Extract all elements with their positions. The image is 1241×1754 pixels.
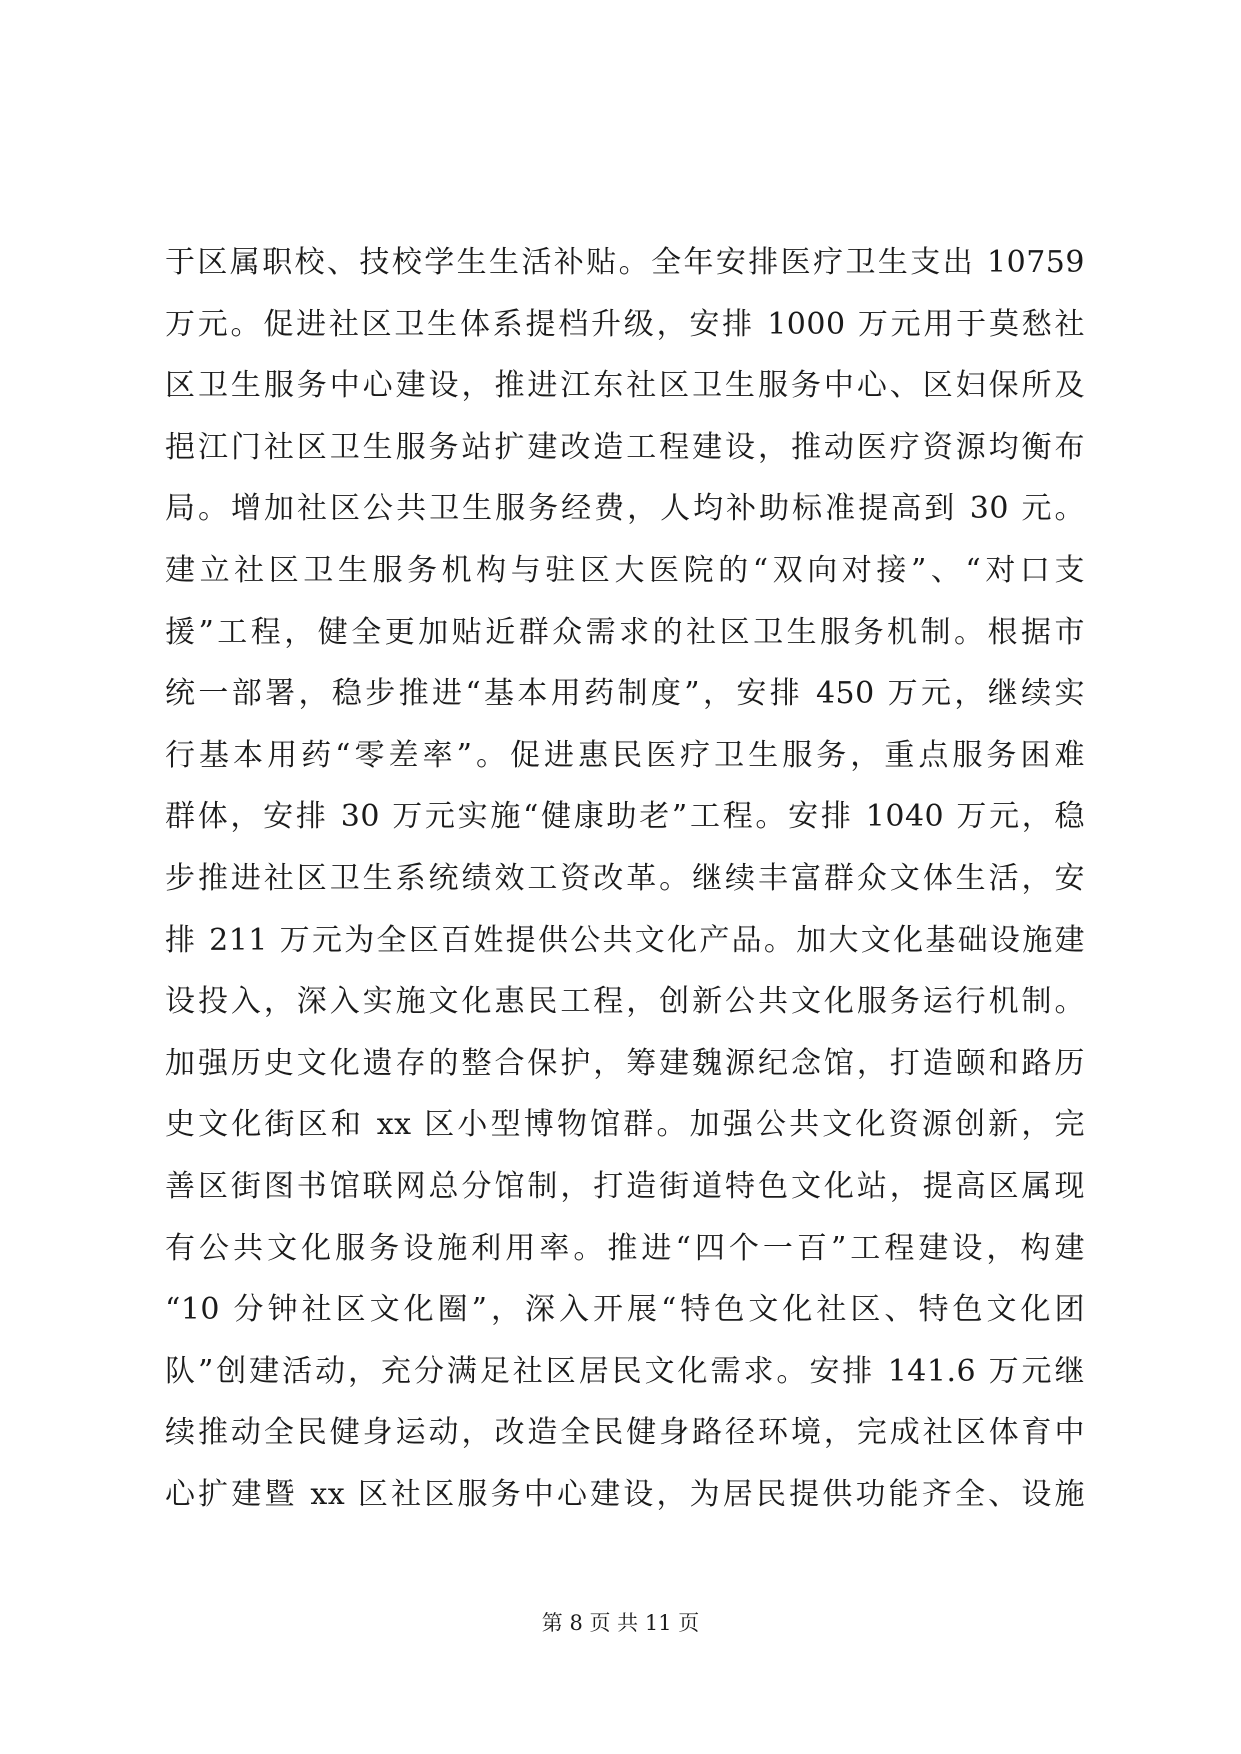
text-line: 设投入，深入实施文化惠民工程，创新公共文化服务运行机制。 bbox=[165, 984, 1085, 1020]
text-line: 建立社区卫生服务机构与驻区大医院的“双向对接”、“对口支 bbox=[165, 552, 1085, 588]
text-line: 心扩建暨 xx 区社区服务中心建设，为居民提供功能齐全、设施 bbox=[165, 1476, 1085, 1512]
text-line: 队”创建活动，充分满足社区居民文化需求。安排 141.6 万元继 bbox=[165, 1353, 1085, 1389]
page-footer bbox=[0, 1608, 1241, 1638]
text-line: 有公共文化服务设施利用率。推进“四个一百”工程建设，构建 bbox=[165, 1230, 1085, 1266]
body-text bbox=[165, 232, 1085, 1525]
text-line: 万元。促进社区卫生体系提档升级，安排 1000 万元用于莫愁社 bbox=[165, 306, 1085, 342]
text-line: 善区街图书馆联网总分馆制，打造街道特色文化站，提高区属现 bbox=[165, 1168, 1085, 1204]
text-line: 史文化街区和 xx 区小型博物馆群。加强公共文化资源创新，完 bbox=[165, 1107, 1085, 1143]
text-line: 援”工程，健全更加贴近群众需求的社区卫生服务机制。根据市 bbox=[165, 614, 1085, 650]
page-indicator: 第 8 页 共 11 页 bbox=[541, 1611, 700, 1635]
text-line: 局。增加社区公共卫生服务经费，人均补助标准提高到 30 元。 bbox=[165, 491, 1085, 527]
text-line: 步推进社区卫生系统绩效工资改革。继续丰富群众文体生活，安 bbox=[165, 860, 1085, 896]
text-line: 排 211 万元为全区百姓提供公共文化产品。加大文化基础设施建 bbox=[165, 922, 1085, 958]
text-line: 续推动全民健身运动，改造全民健身路径环境，完成社区体育中 bbox=[165, 1415, 1085, 1451]
text-line: 挹江门社区卫生服务站扩建改造工程建设，推动医疗资源均衡布 bbox=[165, 429, 1085, 465]
text-line: 群体，安排 30 万元实施“健康助老”工程。安排 1040 万元，稳 bbox=[165, 799, 1085, 835]
text-line: 统一部署，稳步推进“基本用药制度”，安排 450 万元，继续实 bbox=[165, 676, 1085, 712]
text-line: 加强历史文化遗存的整合保护，筹建魏源纪念馆，打造颐和路历 bbox=[165, 1045, 1085, 1081]
text-line: 行基本用药“零差率”。促进惠民医疗卫生服务，重点服务困难 bbox=[165, 737, 1085, 773]
text-line: 于区属职校、技校学生生活补贴。全年安排医疗卫生支出 10759 bbox=[165, 245, 1085, 280]
text-line: “10 分钟社区文化圈”，深入开展“特色文化社区、特色文化团 bbox=[165, 1292, 1085, 1328]
text-line: 区卫生服务中心建设，推进江东社区卫生服务中心、区妇保所及 bbox=[165, 368, 1085, 404]
